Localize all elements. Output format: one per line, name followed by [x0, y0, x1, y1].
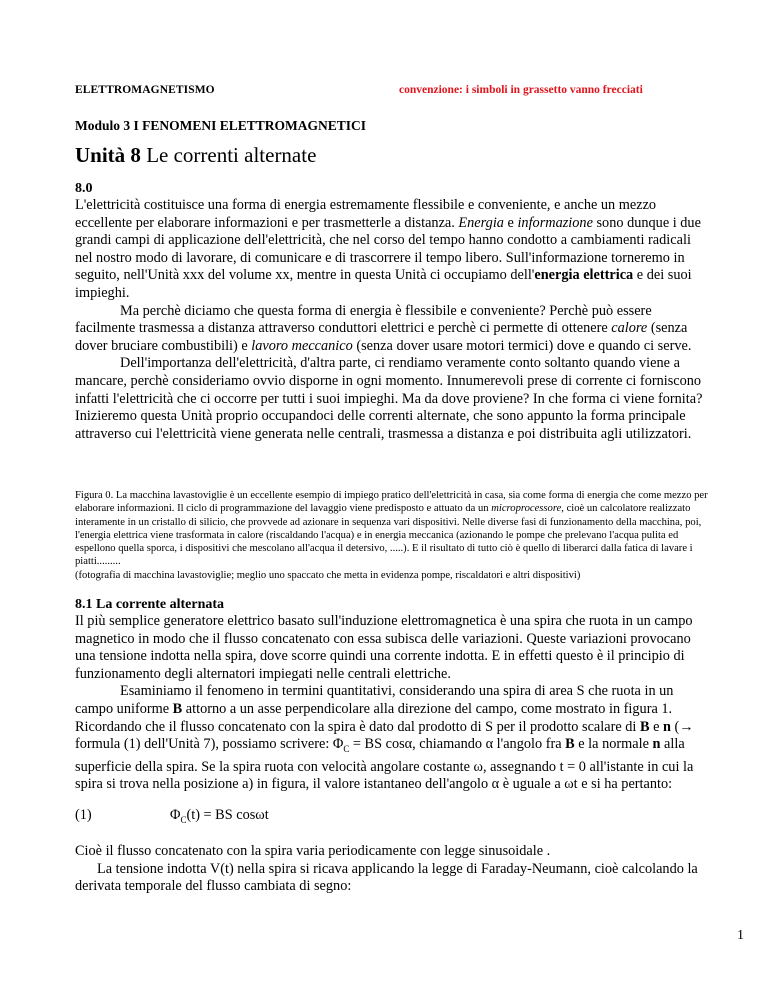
module-title: Modulo 3 I FENOMENI ELETTROMAGNETICI [75, 118, 367, 133]
section-8-1-body [75, 613, 709, 794]
unit-number: Unità 8 [75, 143, 141, 167]
section-8-1-continuation [75, 843, 709, 896]
figure-0-caption [75, 489, 715, 582]
paragraph: L'elettricità costituisce una forma di energia estremamente flessibile e conveniente, e anche un mezzo eccellente per elaborare informazioni e per trasmetterle a distanza. Energia e informazione sono dunque i due grandi campi di applicazione dell'elettricità, che nel corso del tempo hanno condotto a cambiamenti radicali nel nostro modo di lavorare, di comunicare e di trascorrere il tempo libero. Sull'informazione torneremo in seguito, nell'Unità xxx del volume xx, mentre in questa Unità ci occupiamo dell'energia elettrica e dei suoi impieghi. [75, 197, 701, 301]
caption-note: (fotografia di macchina lavastoviglie; meglio uno spaccato che metta in evidenza pompe, riscaldatori e altri dispositivi) [75, 569, 581, 581]
unit-title [75, 143, 316, 168]
section-8-0-body [75, 197, 709, 443]
equation-number: (1) [75, 807, 92, 823]
page-number: 1 [737, 928, 744, 943]
paragraph: Esaminiamo il fenomeno in termini quantitativi, considerando una spira di area S che ruota in un campo uniforme B attorno a un asse perpendicolare alla direzione del campo, come mostrato in figura 1. Ricordando che il flusso concatenato con la spira è dato dal prodotto di S per il prodotto scalare di B e n (→ formula (1) dell'Unità 7), possiamo scrivere: $\Phi_C$ = BS cosα, chiamando α l'angolo fra B e la normale n alla superficie della spira. Se la spira ruota con velocità angolare costante ω, assegnando t = 0 all'istante in cui la spira si trova nella posizione a) in figura, il valore istantaneo dell'angolo α è uguale a ωt e si ha pertanto: [75, 683, 694, 793]
header-convention-note: convenzione: i simboli in grassetto vanno frecciati [399, 84, 643, 96]
unit-name: Le correnti alternate [146, 143, 317, 167]
paragraph: Il più semplice generatore elettrico basato sull'induzione elettromagnetica è una spira che ruota in un campo magnetico in modo che il flusso concatenato con essa subisca delle variazioni. Queste variazioni provocano una tensione indotta nella spira, dove scorre quindi una corrente indotta. E in effetti questo è il principio di funzionamento degli alternatori impiegati nelle centrali elettriche. [75, 613, 693, 682]
equation-1: $\Phi_C(t)$ = BS cosωt [170, 807, 269, 825]
section-heading-8-1: 8.1 La corrente alternata [75, 597, 225, 612]
paragraph: Ma perchè diciamo che questa forma di energia è flessibile e conveniente? Perchè può essere facilmente trasmessa a distanza attraverso conduttori elettrici e perchè ci permette di ottenere calore (senza dover bruciare combustibili) e lavoro meccanico (senza dover usare motori termici) dove e quando ci serve. [75, 302, 692, 354]
paragraph: Cioè il flusso concatenato con la spira varia periodicamente con legge sinusoidale . [75, 843, 551, 859]
header-subject: ELETTROMAGNETISMO [75, 84, 215, 96]
paragraph: Dell'importanza dell'elettricità, d'altra parte, ci rendiamo veramente conto soltanto quando viene a mancare, perchè consideriamo ovvio disporne in ogni momento. Innumerevoli prese di corrente ci forniscono infatti l'elettricità che ci occorre per tutti i suoi impieghi. Ma da dove proviene? In che forma ci viene fornita? Inizieremo questa Unità proprio occupandoci delle correnti alternate, che sono appunto la forma principale attraverso cui l'elettricità viene generata nelle centrali, trasmessa a distanza e poi distribuita agli utilizzatori. [75, 355, 703, 442]
section-heading-8-0: 8.0 [75, 181, 93, 196]
caption-text: Figura 0. La macchina lavastoviglie è un eccellente esempio di impiego pratico dell'elettricità in casa, sia come forma di energia che come mezzo per elaborare informazioni. Il ciclo di programmazione del lavaggio viene predisposto e attuato da un microprocessore, cioè un calcolatore realizzato interamente in un cristallo di silicio, che provvede ad azionare in sequenza vari dispositivi. Nelle diverse fasi di funzionamento della macchina, poi, l'energia elettrica viene trasformata in calore (riscaldando l'acqua) e in energia meccanica (azionando le pompe che prelevano l'acqua pulita ed espellono quella sporca, i dispositivi che mescolano all'acqua il detersivo, .....). E il risultato di tutto ciò è quello di liberarci dalla fatica di lavare i piatti......... [75, 490, 708, 568]
paragraph: La tensione indotta V(t) nella spira si ricava applicando la legge di Faraday-Neumann, cioè calcolando la derivata temporale del flusso cambiata di segno: [75, 860, 698, 895]
